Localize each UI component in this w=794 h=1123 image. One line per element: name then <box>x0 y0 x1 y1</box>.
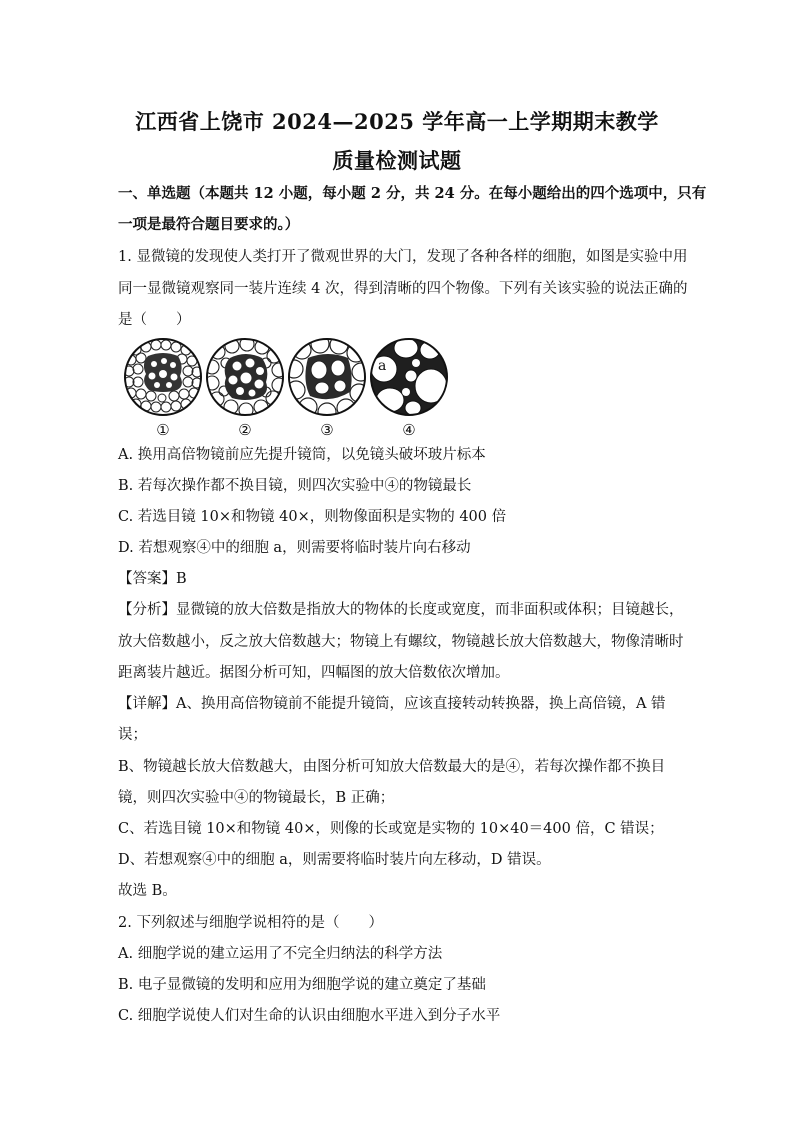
question-2-option-a: A. 细胞学说的建立运用了不完全归纳法的科学方法 <box>118 946 443 962</box>
cell-a-label: a <box>378 358 387 374</box>
question-1-stem-line-2: 同一显微镜观察同一装片连续 4 次，得到清晰的四个物像。下列有关该实验的说法正确的 <box>118 281 688 297</box>
question-1-option-d: D. 若想观察④中的细胞 a，则需要将临时装片向右移动 <box>118 540 471 556</box>
question-1-detail-line-4: 镜，则四次实验中④的物镜最长，B 正确； <box>118 790 395 806</box>
microscope-figure <box>122 336 432 444</box>
question-1-option-a: A. 换用高倍物镜前应先提升镜筒，以免镜头破坏玻片标本 <box>118 447 486 463</box>
figure-label-4: ④ <box>402 421 416 439</box>
question-1-detail-line-1: 【详解】A、换用高倍物镜前不能提升镜筒，应该直接转动转换器，换上高倍镜，A 错 <box>118 696 666 712</box>
question-1-detail-line-6: D、若想观察④中的细胞 a，则需要将临时装片向左移动，D 错误。 <box>118 852 551 868</box>
question-2-option-c: C. 细胞学说使人们对生命的认识由细胞水平进入到分子水平 <box>118 1008 501 1024</box>
question-1-option-b: B. 若每次操作都不换目镜，则四次实验中④的物镜最长 <box>118 478 472 494</box>
microscope-view-2 <box>204 336 286 418</box>
document-title-line-1: 江西省上饶市 2024—2025 学年高一上学期期末教学 <box>135 109 659 134</box>
section-heading-line-1: 一、单选题（本题共 12 小题，每小题 2 分，共 24 分。在每小题给出的四个选项中，只有 <box>118 185 707 202</box>
question-1-detail-line-3: B、物镜越长放大倍数越大，由图分析可知放大倍数最大的是④，若每次操作都不换目 <box>118 759 666 775</box>
microscope-view-4 <box>368 336 450 418</box>
figure-label-3: ③ <box>320 421 334 439</box>
question-2-option-b: B. 电子显微镜的发明和应用为细胞学说的建立奠定了基础 <box>118 977 486 993</box>
document-title-line-2: 质量检测试题 <box>332 148 462 173</box>
question-1-conclusion: 故选 B。 <box>118 883 177 899</box>
question-1-stem-line-3: 是（ ） <box>118 312 191 328</box>
question-1-stem-line-1: 1. 显微镜的发现使人类打开了微观世界的大门，发现了各种各样的细胞，如图是实验中用 <box>118 249 688 265</box>
question-1-analysis-line-2: 放大倍数越小，反之放大倍数越大；物镜上有螺纹，物镜越长放大倍数越大，物像清晰时 <box>118 634 684 650</box>
question-1-detail-line-5: C、若选目镜 10×和物镜 40×，则像的长或宽是实物的 10×40＝400 倍，C 错误； <box>118 821 664 837</box>
question-2-stem: 2. 下列叙述与细胞学说相符的是（ ） <box>118 915 383 931</box>
microscope-view-1 <box>122 336 204 418</box>
figure-label-1: ① <box>156 421 170 439</box>
microscope-view-3 <box>286 336 368 418</box>
question-1-analysis-line-1: 【分析】显微镜的放大倍数是指放大的物体的长度或宽度，而非面积或体积；目镜越长， <box>118 602 684 618</box>
question-1-detail-line-2: 误； <box>118 727 147 743</box>
question-1-answer: 【答案】B <box>118 571 187 587</box>
question-1-option-c: C. 若选目镜 10×和物镜 40×，则物像面积是实物的 400 倍 <box>118 509 507 525</box>
question-1-analysis-line-3: 距离装片越近。据图分析可知，四幅图的放大倍数依次增加。 <box>118 665 510 681</box>
figure-label-2: ② <box>238 421 252 439</box>
section-heading-line-2: 一项是最符合题目要求的。） <box>118 216 300 233</box>
